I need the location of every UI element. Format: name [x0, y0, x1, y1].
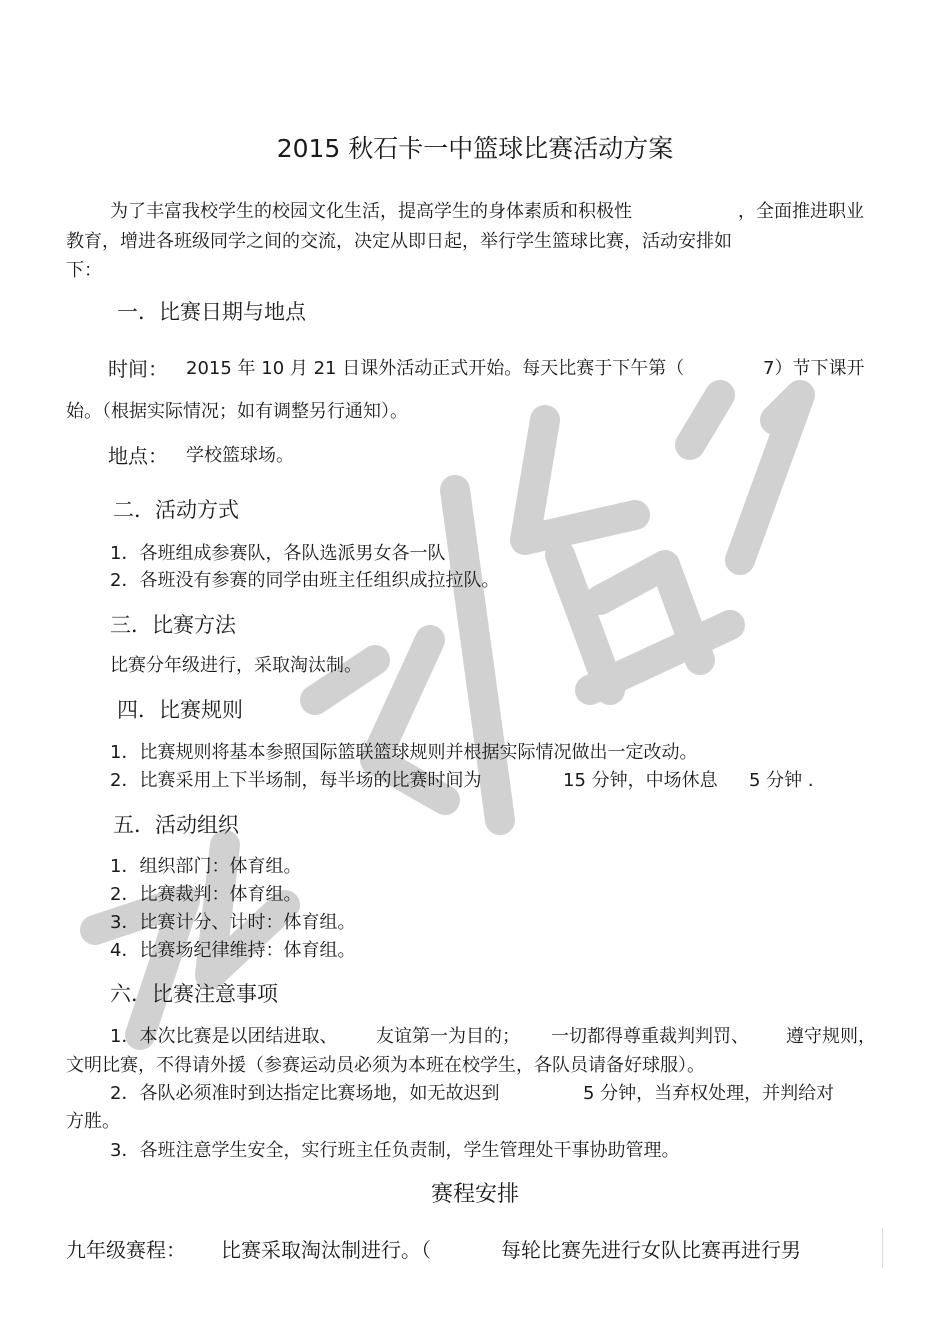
intro-line-3: 下：: [66, 260, 102, 281]
section-4-item-2b: 15 分钟，中场休息: [563, 770, 718, 791]
note-2c: 方胜。: [66, 1111, 120, 1132]
time-period: 7）节下课开: [763, 358, 865, 379]
section-2-heading: 二．活动方式: [113, 498, 239, 522]
schedule-heading: 赛程安排: [430, 1182, 519, 1207]
place-text: 学校篮球场。: [186, 445, 294, 466]
section-1-heading: 一．比赛日期与地点: [117, 300, 306, 324]
note-1b: 友谊第一为目的；: [376, 1026, 520, 1047]
note-1e: 文明比赛，不得请外援（参赛运动员必须为本班在校学生，各队员请备好球服）。: [66, 1055, 705, 1076]
note-1d: 遵守规则，: [786, 1026, 876, 1047]
note-2a: 2．各队必须准时到达指定比赛场地，如无故迟到: [110, 1083, 500, 1104]
section-4-item-2c: 5 分钟 .: [749, 770, 814, 791]
note-2b: 5 分钟，当弃权处理，并判给对: [583, 1083, 835, 1104]
section-4-item-1: 1．比赛规则将基本参照国际篮联篮球规则并根据实际情况做出一定改动。: [110, 742, 698, 763]
section-6-heading: 六．比赛注意事项: [110, 982, 278, 1006]
section-5-heading: 五．活动组织: [113, 813, 239, 837]
intro-line-1a: 为了丰富我校学生的校园文化生活，提高学生的身体素质和积极性: [110, 201, 632, 222]
section-4-item-2a: 2．比赛采用上下半场制，每半场的比赛时间为: [110, 770, 482, 791]
section-2-item: 1．各班组成参赛队，各队选派男女各一队: [110, 543, 446, 564]
schedule-line-c: 每轮比赛先进行女队比赛再进行男: [501, 1238, 801, 1262]
section-3-heading: 三．比赛方法: [110, 613, 236, 637]
section-2-item: 2．各班没有参赛的同学由班主任组织成拉拉队。: [110, 570, 500, 591]
schedule-line-b: 比赛采取淘汰制进行。（: [221, 1238, 431, 1262]
time-text: 2015 年 10 月 21 日课外活动正式开始。每天比赛于下午第（: [186, 358, 685, 379]
section-4-heading: 四．比赛规则: [117, 698, 243, 722]
section-5-item: 2．比赛裁判：体育组。: [110, 884, 302, 905]
intro-line-1b: ，全面推进职业: [738, 201, 864, 222]
note-1a: 1．本次比赛是以团结进取、: [110, 1026, 338, 1047]
note-3: 3．各班注意学生安全，实行班主任负责制，学生管理处干事协助管理。: [110, 1140, 680, 1161]
schedule-line-a: 九年级赛程：: [66, 1238, 186, 1262]
note-1c: 一切都得尊重裁判判罚、: [551, 1026, 749, 1047]
place-label: 地点：: [108, 444, 168, 468]
document-title: 2015 秋石卡一中篮球比赛活动方案: [276, 134, 674, 163]
section-3-text: 比赛分年级进行，采取淘汰制。: [110, 655, 362, 676]
time-continuation: 始。（根据实际情况；如有调整另行通知）。: [66, 401, 408, 422]
intro-line-2: 教育，增进各班级同学之间的交流，决定从即日起，举行学生篮球比赛，活动安排如: [66, 231, 732, 252]
section-5-item: 3．比赛计分、计时：体育组。: [110, 912, 356, 933]
time-label: 时间：: [108, 357, 168, 381]
section-5-item: 1．组织部门：体育组。: [110, 856, 302, 877]
section-5-item: 4．比赛场纪律维持：体育组。: [110, 940, 356, 961]
page-edge-divider: [882, 1228, 883, 1268]
